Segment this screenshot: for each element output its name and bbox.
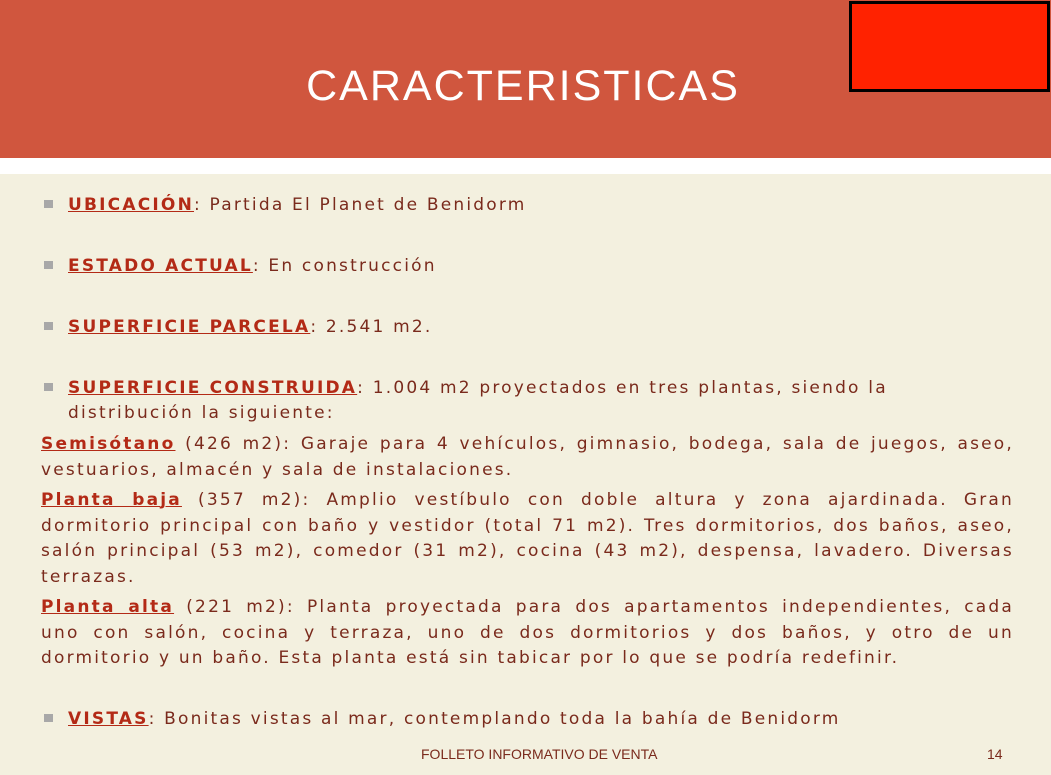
floor-key: Semisótano — [41, 434, 176, 454]
bullet-marker-icon — [44, 322, 53, 330]
bullet-key: SUPERFICIE CONSTRUIDA — [68, 378, 358, 398]
bullet-marker-icon — [44, 200, 53, 208]
bullet-value: : Bonitas vistas al mar, contemplando toda la bahía de Benidorm — [148, 709, 841, 729]
bullet-marker-icon — [44, 261, 53, 269]
slide-title: CARACTERISTICAS — [306, 62, 740, 110]
bullet-text — [68, 376, 918, 426]
floor-planta-baja — [41, 488, 1014, 590]
bullet-text — [68, 315, 1028, 340]
bullet-text — [68, 707, 1028, 732]
bullet-key: UBICACIÓN — [68, 195, 195, 215]
bullet-key: SUPERFICIE PARCELA — [68, 317, 311, 337]
floor-semisotano — [41, 432, 1014, 483]
floor-description: (426 m2): Garaje para 4 vehículos, gimnasio, bodega, sala de juegos, aseo, vestuarios, almacén y sala de instalaciones. — [41, 434, 1014, 480]
bullet-marker-icon — [44, 714, 53, 722]
title-bar-divider — [0, 158, 1051, 174]
floor-description: (221 m2): Planta proyectada para dos apartamentos independientes, cada uno con salón, cocina y terraza, uno de dos dormitorios y dos baños, y otro de un dormitorio y un baño. Esta planta está sin tabicar por lo que se podría redefinir. — [41, 597, 1014, 669]
bullet-key: VISTAS — [68, 709, 149, 729]
bullet-value: : 1.004 m2 proyectados en tres plantas, siendo la distribución la siguiente: — [68, 378, 888, 423]
bullet-text — [68, 193, 1028, 218]
red-rectangle — [849, 1, 1050, 92]
bullet-value: : Partida El Planet de Benidorm — [194, 195, 527, 215]
floor-planta-alta — [41, 595, 1014, 672]
floor-key: Planta baja — [41, 490, 182, 510]
floor-description: (357 m2): Amplio vestíbulo con doble altura y zona ajardinada. Gran dormitorio principal con baño y vestidor (total 71 m2). Tres dormitorios, dos baños, aseo, salón principal (53 m2), comedor (31 m2), cocina (43 m2), despensa, lavadero. Diversas terrazas. — [41, 490, 1014, 587]
bullet-text — [68, 254, 1028, 279]
bullet-value: : 2.541 m2. — [310, 317, 433, 337]
bullet-marker-icon — [44, 383, 53, 391]
bullet-value: : En construcción — [252, 256, 437, 276]
page-number: 14 — [987, 746, 1003, 762]
bullet-key: ESTADO ACTUAL — [68, 256, 253, 276]
footer-label: FOLLETO INFORMATIVO DE VENTA — [421, 746, 658, 762]
floor-key: Planta alta — [41, 597, 175, 617]
